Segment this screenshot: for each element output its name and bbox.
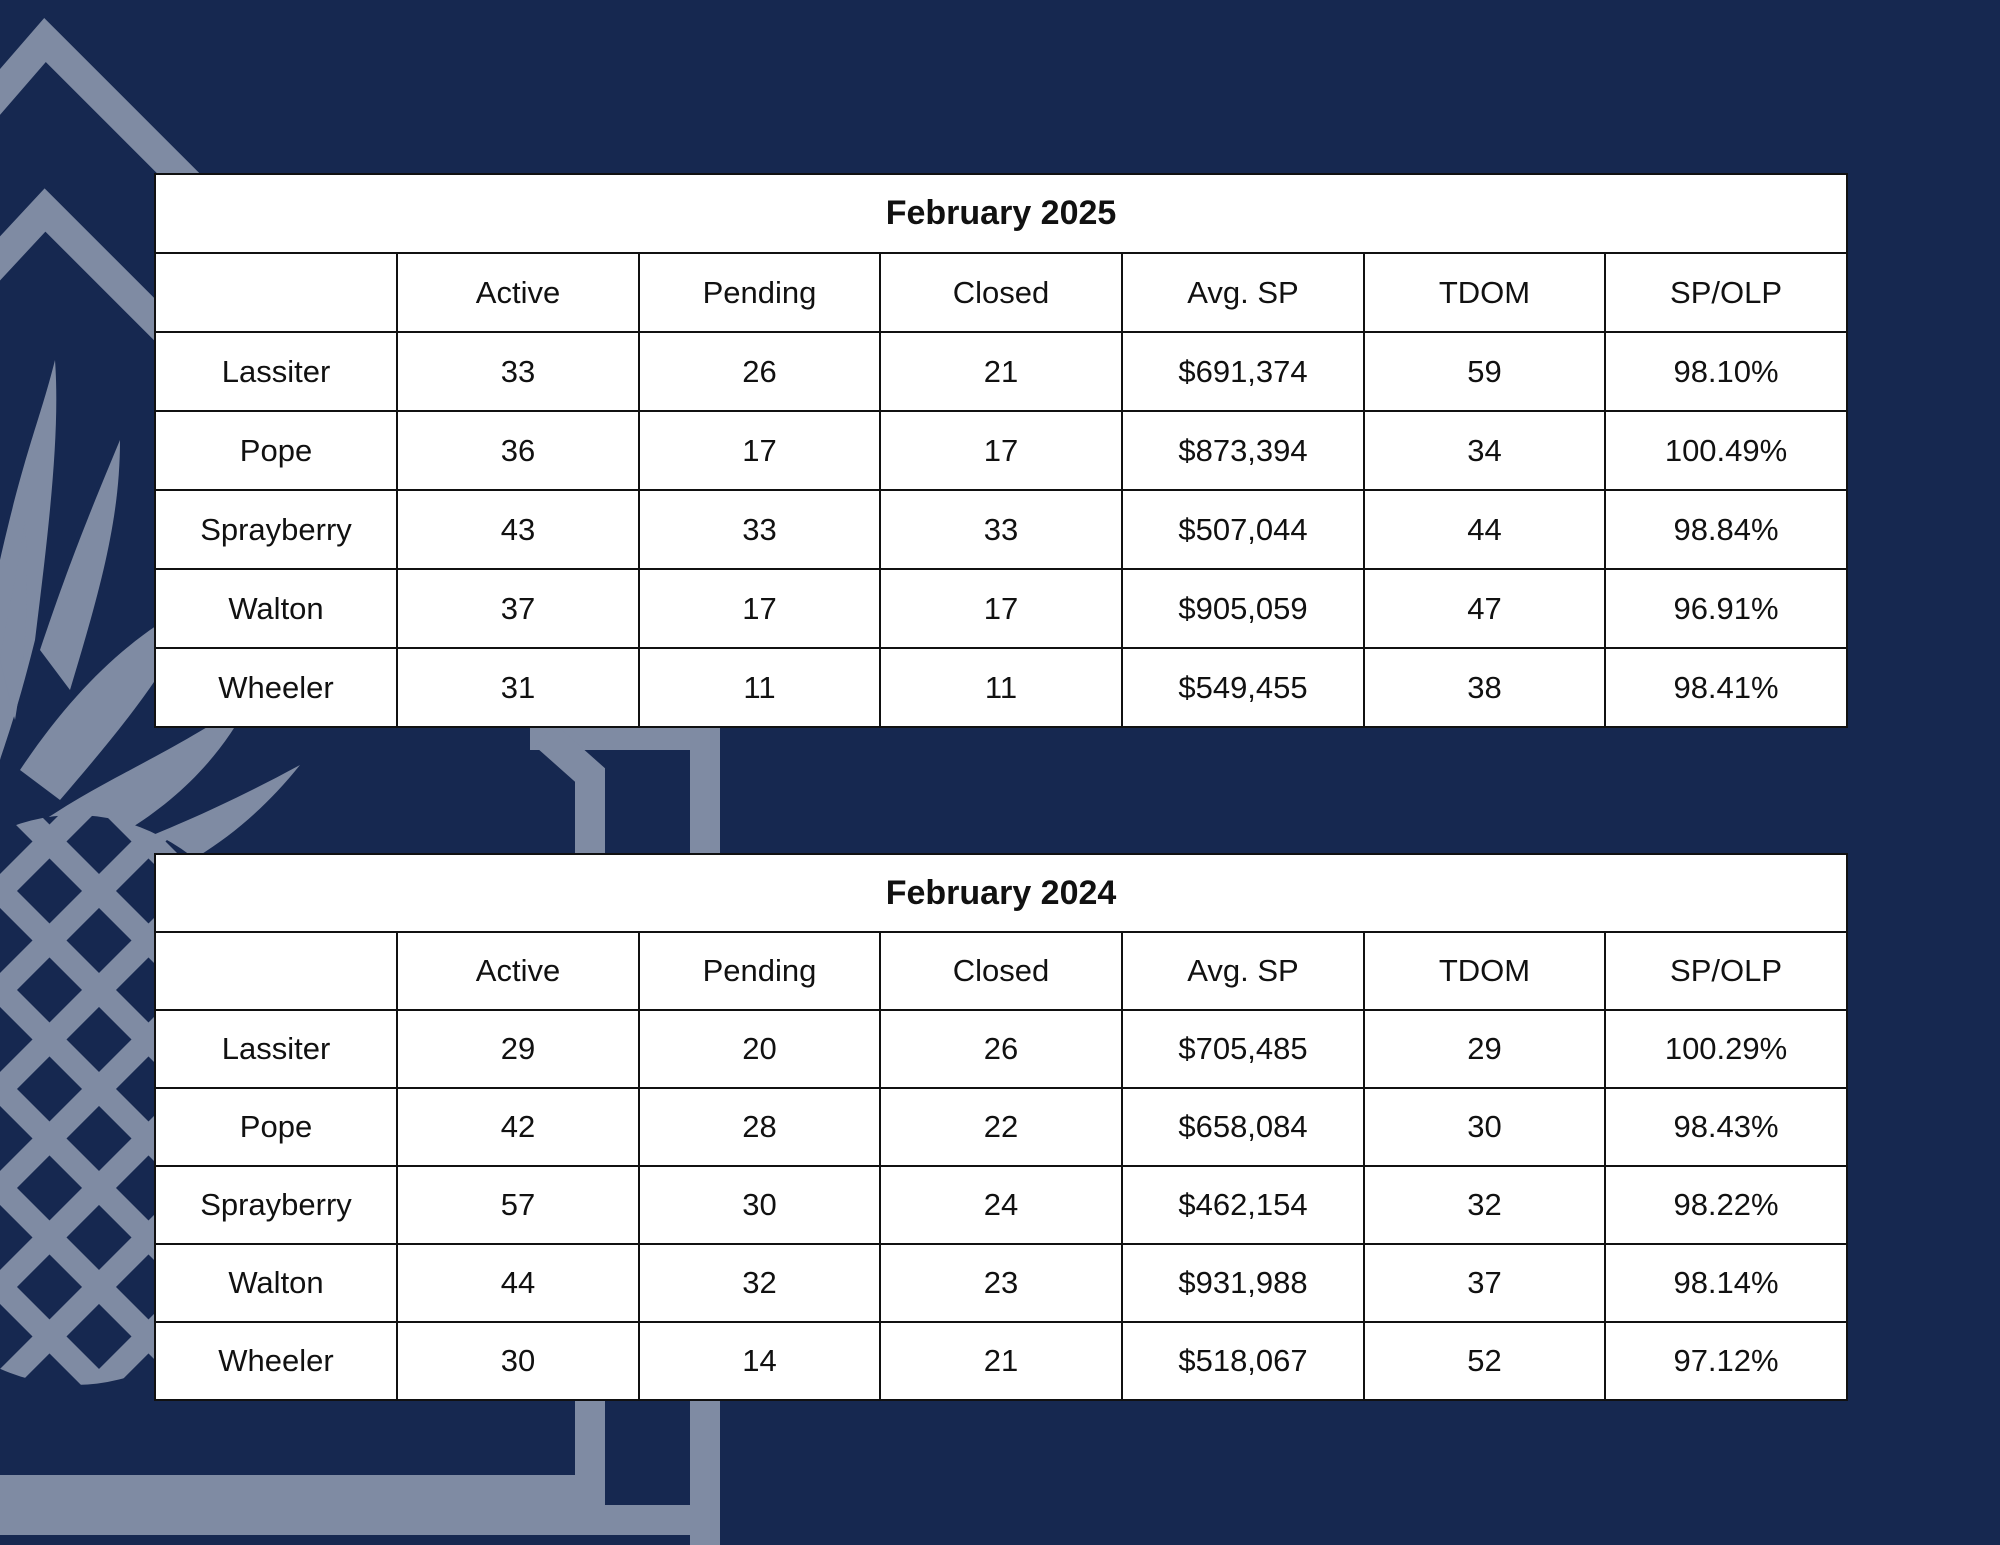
table-cell: 33	[639, 490, 880, 569]
table-cell: $705,485	[1122, 1010, 1364, 1088]
table-cell: 14	[639, 1322, 880, 1400]
table-cell: 34	[1364, 411, 1605, 490]
market-stats-tables	[154, 173, 1846, 1401]
table-cell: 47	[1364, 569, 1605, 648]
column-header: Active	[397, 253, 639, 332]
school-name: Sprayberry	[155, 490, 397, 569]
table-cell: 44	[1364, 490, 1605, 569]
school-name: Wheeler	[155, 1322, 397, 1400]
table-cell: 98.43%	[1605, 1088, 1847, 1166]
table-cell: $549,455	[1122, 648, 1364, 727]
table-cell: 38	[1364, 648, 1605, 727]
table-cell: 37	[397, 569, 639, 648]
table-cell: 26	[639, 332, 880, 411]
table-row	[155, 1244, 1847, 1322]
table-cell: 44	[397, 1244, 639, 1322]
table-row	[155, 1010, 1847, 1088]
table-cell: 32	[639, 1244, 880, 1322]
column-header: TDOM	[1364, 932, 1605, 1010]
table-row	[155, 648, 1847, 727]
column-header: Closed	[880, 253, 1122, 332]
table-cell: 33	[397, 332, 639, 411]
column-header: Avg. SP	[1122, 932, 1364, 1010]
table-row	[155, 411, 1847, 490]
column-header: Pending	[639, 253, 880, 332]
table-cell: 30	[397, 1322, 639, 1400]
table-row	[155, 1166, 1847, 1244]
table-cell: $518,067	[1122, 1322, 1364, 1400]
column-header: TDOM	[1364, 253, 1605, 332]
table-cell: 21	[880, 332, 1122, 411]
february-2024-table	[154, 853, 1848, 1401]
column-header: Active	[397, 932, 639, 1010]
school-name: Pope	[155, 411, 397, 490]
table-row	[155, 569, 1847, 648]
column-header: Closed	[880, 932, 1122, 1010]
table-cell: $462,154	[1122, 1166, 1364, 1244]
column-header: Avg. SP	[1122, 253, 1364, 332]
table-cell: 98.41%	[1605, 648, 1847, 727]
table-cell: $905,059	[1122, 569, 1364, 648]
table-cell: $507,044	[1122, 490, 1364, 569]
table-cell: 11	[880, 648, 1122, 727]
table-cell: 29	[1364, 1010, 1605, 1088]
table-cell: $873,394	[1122, 411, 1364, 490]
table-title: February 2025	[155, 174, 1847, 253]
table-cell: 17	[880, 569, 1122, 648]
table-title-row	[155, 854, 1847, 932]
table-cell: $658,084	[1122, 1088, 1364, 1166]
february-2025-table	[154, 173, 1848, 728]
table-title-row	[155, 174, 1847, 253]
table-cell: 17	[639, 411, 880, 490]
table-row	[155, 332, 1847, 411]
table-cell: 98.84%	[1605, 490, 1847, 569]
school-name: Walton	[155, 569, 397, 648]
table-cell: 100.49%	[1605, 411, 1847, 490]
school-name: Walton	[155, 1244, 397, 1322]
column-header: SP/OLP	[1605, 253, 1847, 332]
table-cell: 33	[880, 490, 1122, 569]
table-cell: 42	[397, 1088, 639, 1166]
school-name: Lassiter	[155, 332, 397, 411]
table-cell: 29	[397, 1010, 639, 1088]
table-cell: 31	[397, 648, 639, 727]
table-cell: 30	[1364, 1088, 1605, 1166]
table-cell: 98.14%	[1605, 1244, 1847, 1322]
table-cell: 11	[639, 648, 880, 727]
header-row	[155, 932, 1847, 1010]
table-row	[155, 490, 1847, 569]
table-cell: 98.10%	[1605, 332, 1847, 411]
table-cell: 32	[1364, 1166, 1605, 1244]
table-cell: 17	[880, 411, 1122, 490]
table-cell: 100.29%	[1605, 1010, 1847, 1088]
table-cell: 17	[639, 569, 880, 648]
column-header: Pending	[639, 932, 880, 1010]
table-cell: $931,988	[1122, 1244, 1364, 1322]
table-cell: 59	[1364, 332, 1605, 411]
table-cell: 96.91%	[1605, 569, 1847, 648]
table-cell: 22	[880, 1088, 1122, 1166]
table-cell: 28	[639, 1088, 880, 1166]
table-cell: 20	[639, 1010, 880, 1088]
column-header	[155, 253, 397, 332]
table-cell: 26	[880, 1010, 1122, 1088]
table-row	[155, 1088, 1847, 1166]
column-header: SP/OLP	[1605, 932, 1847, 1010]
school-name: Sprayberry	[155, 1166, 397, 1244]
table-cell: 30	[639, 1166, 880, 1244]
table-cell: 24	[880, 1166, 1122, 1244]
table-row	[155, 1322, 1847, 1400]
table-cell: 52	[1364, 1322, 1605, 1400]
table-cell: 97.12%	[1605, 1322, 1847, 1400]
table-title: February 2024	[155, 854, 1847, 932]
table-cell: 21	[880, 1322, 1122, 1400]
table-cell: 57	[397, 1166, 639, 1244]
table-cell: 37	[1364, 1244, 1605, 1322]
column-header	[155, 932, 397, 1010]
header-row	[155, 253, 1847, 332]
table-cell: 23	[880, 1244, 1122, 1322]
school-name: Wheeler	[155, 648, 397, 727]
table-cell: 43	[397, 490, 639, 569]
table-cell: 36	[397, 411, 639, 490]
school-name: Lassiter	[155, 1010, 397, 1088]
table-cell: $691,374	[1122, 332, 1364, 411]
school-name: Pope	[155, 1088, 397, 1166]
table-cell: 98.22%	[1605, 1166, 1847, 1244]
